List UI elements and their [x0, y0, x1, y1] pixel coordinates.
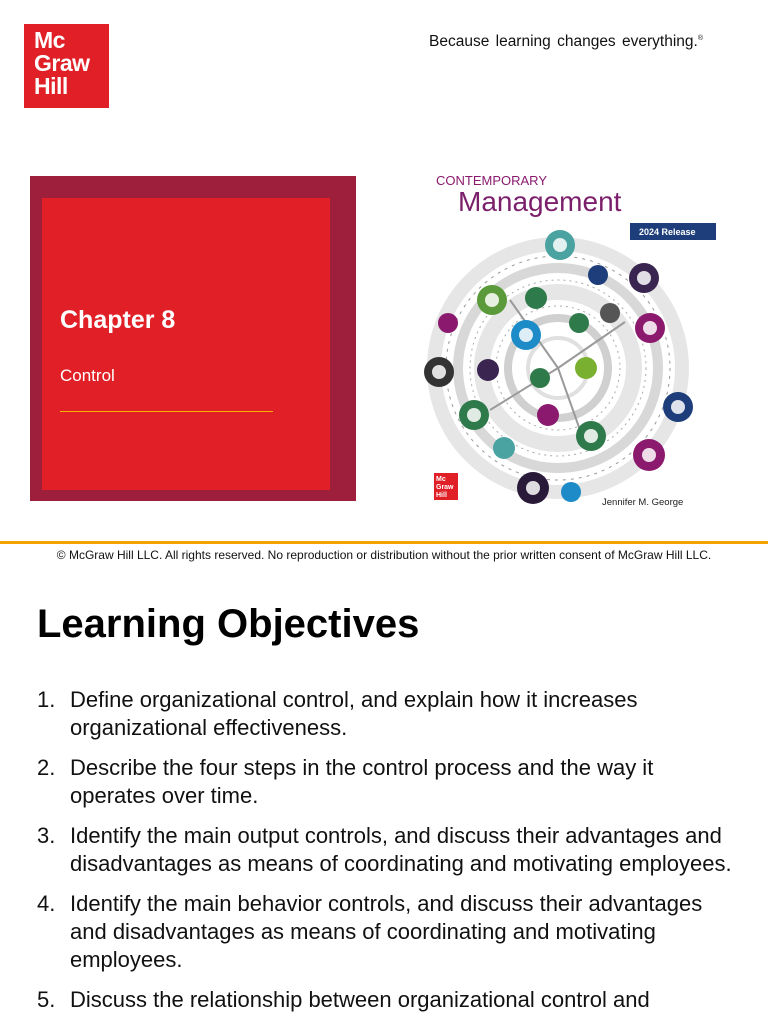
objective-text: Identify the main output controls, and discuss their advantages and disadvantages as means of coordinating and motivating employees.: [70, 823, 732, 876]
learning-objectives-list: [37, 686, 737, 1026]
objective-text: Discuss the relationship between organizational control and: [70, 987, 650, 1012]
objective-item: [37, 890, 737, 974]
cover-publisher-logo: [434, 473, 458, 500]
objective-number: 4.: [37, 891, 56, 916]
chapter-panel: [30, 176, 356, 501]
cover-logo-line-3: Hill: [436, 492, 447, 499]
objective-item: [37, 986, 737, 1014]
objective-text: Describe the four steps in the control process and the way it operates over time.: [70, 755, 654, 808]
footer-divider: [0, 541, 768, 544]
objective-item: [37, 822, 737, 878]
objective-item: [37, 686, 737, 742]
book-cover: [420, 170, 720, 510]
objective-number: 1.: [37, 687, 56, 712]
objective-text: Define organizational control, and explain how it increases organizational effectiveness.: [70, 687, 638, 740]
objective-number: 2.: [37, 755, 56, 780]
objective-item: [37, 754, 737, 810]
tagline: [429, 33, 703, 51]
registered-mark: ®: [697, 34, 703, 42]
logo-line-1: Mc: [34, 27, 65, 53]
logo-line-3: Hill: [34, 73, 68, 99]
copyright-notice: © McGraw Hill LLC. All rights reserved. No reproduction or distribution without the prior written consent of McGraw Hill LLC.: [56, 548, 712, 562]
learning-objectives-title: Learning Objectives: [37, 602, 420, 646]
cover-title: Management: [458, 186, 622, 217]
objective-number: 3.: [37, 823, 56, 848]
cover-series: CONTEMPORARY: [436, 173, 547, 188]
objective-number: 5.: [37, 987, 56, 1012]
chapter-card: [42, 198, 330, 490]
cover-author: Jennifer M. George: [602, 497, 684, 508]
mcgraw-hill-logo: [24, 24, 109, 108]
chapter-subtitle: Control: [60, 366, 115, 385]
chapter-divider: [60, 411, 273, 412]
cover-badge: 2024 Release: [639, 227, 696, 237]
tagline-text: Because learning changes everything.: [429, 33, 698, 50]
logo-line-2: Graw: [34, 50, 90, 76]
objective-text: Identify the main behavior controls, and discuss their advantages and disadvantages as means of coordinating and motivating employees.: [70, 891, 703, 972]
cover-logo-line-1: Mc: [436, 476, 446, 483]
cover-logo-line-2: Graw: [436, 484, 454, 491]
chapter-title: Chapter 8: [60, 306, 176, 334]
